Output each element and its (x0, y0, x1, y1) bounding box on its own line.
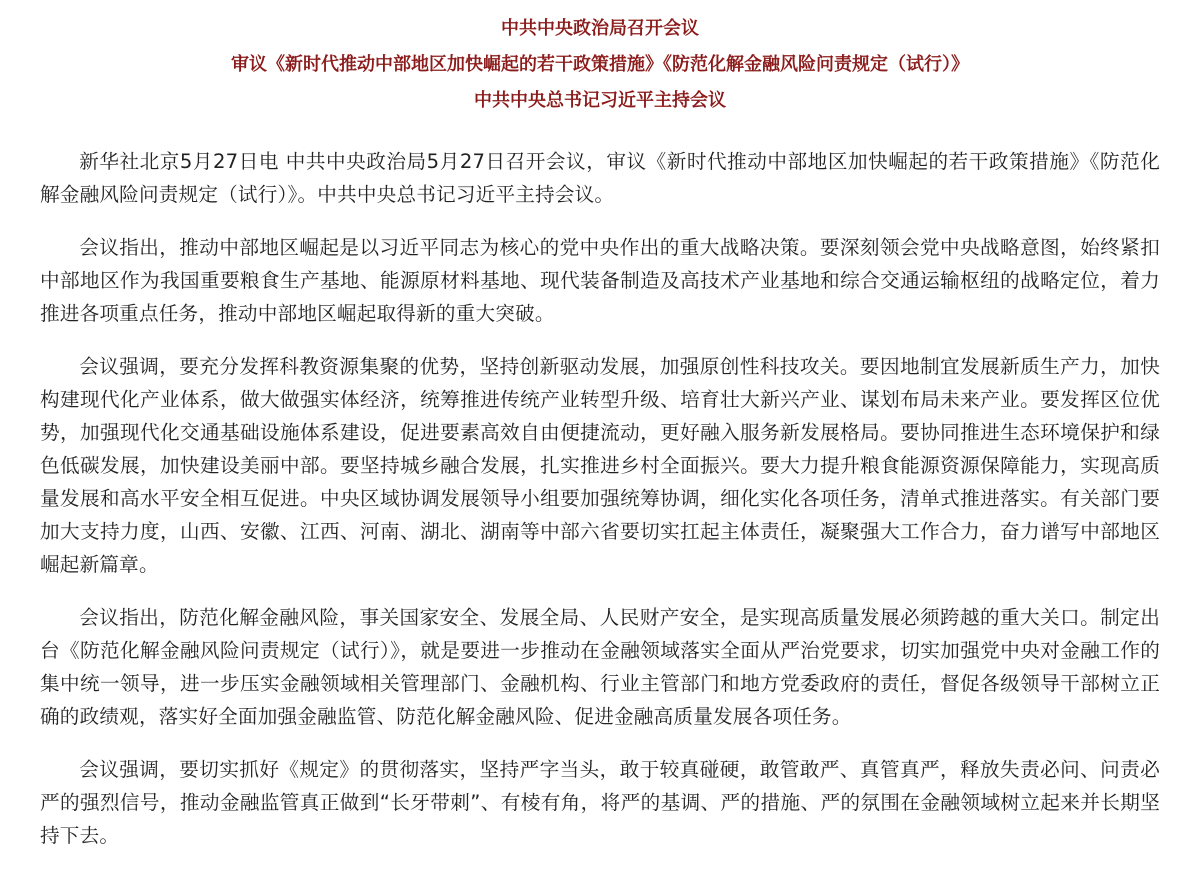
article-body (40, 145, 1160, 852)
news-article (40, 0, 1160, 872)
paragraph-regulation: 会议强调，要切实抓好《规定》的贯彻落实，坚持严字当头，敢于较真碰硬，敢管敢严、真管真严，释放失责必问、问责必严的强烈信号，推动金融监管真正做到“长牙带刺”、有棱有角，将严的基调、严的措施、严的氛围在金融领域树立起来并长期坚持下去。 (40, 758, 1160, 847)
paragraph-development-tasks: 会议强调，要充分发挥科教资源集聚的优势，坚持创新驱动发展，加强原创性科技攻关。要因地制宜发展新质生产力，加快构建现代化产业体系，做大做强实体经济，统筹推进传统产业转型升级、培育壮大新兴产业、谋划布局未来产业。要发挥区位优势，加强现代化交通基础设施体系建设，促进要素高效自由便捷流动，更好融入服务新发展格局。要协同推进生态环境保护和绿色低碳发展，加快建设美丽中部。要坚持城乡融合发展，扎实推进乡村全面振兴。要大力提升粮食能源资源保障能力，实现高质量发展和高水平安全相互促进。中央区域协调发展领导小组要加强统筹协调，细化实化各项任务，清单式推进落实。有关部门要加大支持力度，山西、安徽、江西、河南、湖北、湖南等中部六省要切实扛起主体责任，凝聚强大工作合力，奋力谱写中部地区崛起新篇章。 (40, 355, 1160, 576)
headline-title: 中共中央政治局召开会议 (501, 18, 699, 39)
headline-host: 中共中央总书记习近平主持会议 (474, 90, 726, 111)
paragraph-dateline: 新华社北京5月27日电 中共中央政治局5月27日召开会议，审议《新时代推动中部地区加快崛起的若干政策措施》《防范化解金融风险问责规定（试行）》。中共中央总书记习近平主持会议。 (40, 150, 1160, 206)
headline-subtitle: 审议《新时代推动中部地区加快崛起的若干政策措施》《防范化解金融风险问责规定（试行）》 (231, 54, 969, 75)
paragraph-central-region: 会议指出，推动中部地区崛起是以习近平同志为核心的党中央作出的重大战略决策。要深刻领会党中央战略意图，始终紧扣中部地区作为我国重要粮食生产基地、能源原材料基地、现代装备制造及高技术产业基地和综合交通运输枢纽的战略定位，着力推进各项重点任务，推动中部地区崛起取得新的重大突破。 (40, 236, 1160, 325)
paragraph-financial-risk: 会议指出，防范化解金融风险，事关国家安全、发展全局、人民财产安全，是实现高质量发展必须跨越的重大关口。制定出台《防范化解金融风险问责规定（试行）》，就是要进一步推动在金融领域落实全面从严治党要求，切实加强党中央对金融工作的集中统一领导，进一步压实金融领域相关管理部门、金融机构、行业主管部门和地方党委政府的责任，督促各级领导干部树立正确的政绩观，落实好全面加强金融监管、防范化解金融风险、促进金融高质量发展各项任务。 (40, 606, 1160, 728)
